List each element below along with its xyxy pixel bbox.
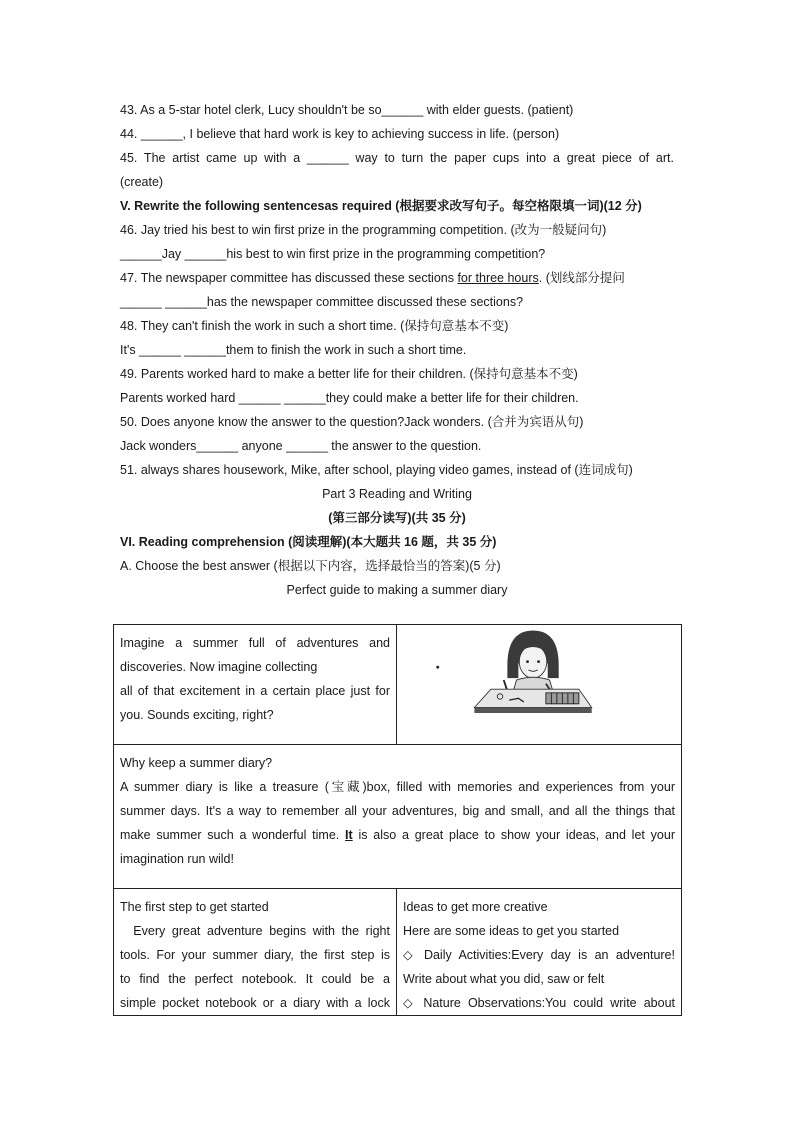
section-6-heading: VI. Reading comprehension (阅读理解)(本大题共 16 题，共 35 分) [120, 535, 497, 549]
why-line: A summer diary is like a treasure (宝藏)box, filled with memories and experiences from your [120, 780, 675, 794]
question-48-answer-line: It's ______ ______them to finish the work in such a short time. [120, 343, 467, 357]
why-line-3-start: make summer such a wonderful time. [120, 828, 346, 842]
first-step-heading: The first step to get started [120, 900, 269, 914]
ideas-heading: Ideas to get more creative [403, 900, 548, 914]
question-47-answer-line: ______ ______has the newspaper committee discussed these sections? [120, 295, 524, 309]
question-46-answer-line: ______Jay ______his best to win first prize in the programming competition? [120, 247, 546, 261]
first-step-line: to find the perfect notebook. It could be a [120, 972, 390, 986]
ideas-line: Write about what you did, saw or felt [403, 972, 605, 986]
illustration-cell [397, 625, 682, 745]
question-50-answer-line: Jack wonders______ anyone ______ the answer to the question. [120, 439, 482, 453]
question-47 [120, 270, 674, 286]
question-46: 46. Jay tried his best to win first prize in the programming competition. (改为一般疑问句) [120, 223, 607, 237]
section-a-heading: A. Choose the best answer (根据以下内容，选择最恰当的答案)(5 分) [120, 559, 501, 573]
why-underlined-it: It [345, 828, 353, 842]
part-3-subtitle: (第三部分读写)(共 35 分) [328, 511, 466, 525]
section-5-heading: V. Rewrite the following sentencesas required (根据要求改写句子。每空格限填一词)(12 分) [120, 199, 642, 213]
first-step-line: tools. For your summer diary, the first step is [120, 948, 390, 962]
intro-line: you. Sounds exciting, right? [120, 708, 274, 722]
ideas-cell [397, 889, 682, 1016]
why-keep-diary-cell [114, 745, 682, 889]
why-line: imagination run wild! [120, 852, 234, 866]
ideas-line: ◇ Nature Observations:You could write about [403, 996, 675, 1010]
question-51: 51. always shares housework, Mike, after school, playing video games, instead of (连词成句) [120, 463, 633, 477]
question-43: 43. As a 5-star hotel clerk, Lucy shouldn't be so______ with elder guests. (patient) [120, 103, 574, 117]
why-line [120, 823, 675, 847]
intro-line: discoveries. Now imagine collecting [120, 660, 318, 674]
question-50: 50. Does anyone know the answer to the question?Jack wonders. (合并为宾语从句) [120, 415, 584, 429]
first-step-cell [114, 889, 397, 1016]
why-line: summer days. It's a way to remember all your adventures, big and small, and all the things that [120, 804, 675, 818]
article-title: Perfect guide to making a summer diary [286, 583, 508, 597]
why-line-3-end: is also a great place to show your ideas, and let your [352, 828, 675, 842]
why-heading: Why keep a summer diary? [120, 756, 273, 770]
part-3-title: Part 3 Reading and Writing [322, 487, 472, 501]
ideas-line: ◇ Daily Activities:Every day is an adventure! [403, 948, 675, 962]
question-47-text: 47. The newspaper committee has discussed these sections [120, 271, 458, 285]
question-49-answer-line: Parents worked hard ______ ______they could make a better life for their children. [120, 391, 579, 405]
summer-diary-guide-table [113, 624, 682, 1016]
question-47-instruction: . (划线部分提问 [538, 271, 625, 285]
question-45: 45. The artist came up with a ______ way to turn the paper cups into a great piece of art. [120, 151, 674, 165]
intro-cell [114, 625, 397, 745]
question-45-hint: (create) [120, 175, 164, 189]
girl-drawing-illustration [397, 625, 681, 735]
ideas-line: Here are some ideas to get you started [403, 924, 620, 938]
first-step-line: Every great adventure begins with the right [120, 924, 390, 938]
first-step-line: simple pocket notebook or a diary with a lock [120, 996, 390, 1010]
question-48: 48. They can't finish the work in such a short time. (保持句意基本不变) [120, 319, 509, 333]
question-44: 44. ______, I believe that hard work is key to achieving success in life. (person) [120, 127, 560, 141]
intro-line: all of that excitement in a certain place just for [120, 684, 390, 698]
question-47-underlined: for three hours [457, 271, 539, 285]
intro-line: Imagine a summer full of adventures and [120, 636, 390, 650]
question-49: 49. Parents worked hard to make a better life for their children. (保持句意基本不变) [120, 367, 578, 381]
